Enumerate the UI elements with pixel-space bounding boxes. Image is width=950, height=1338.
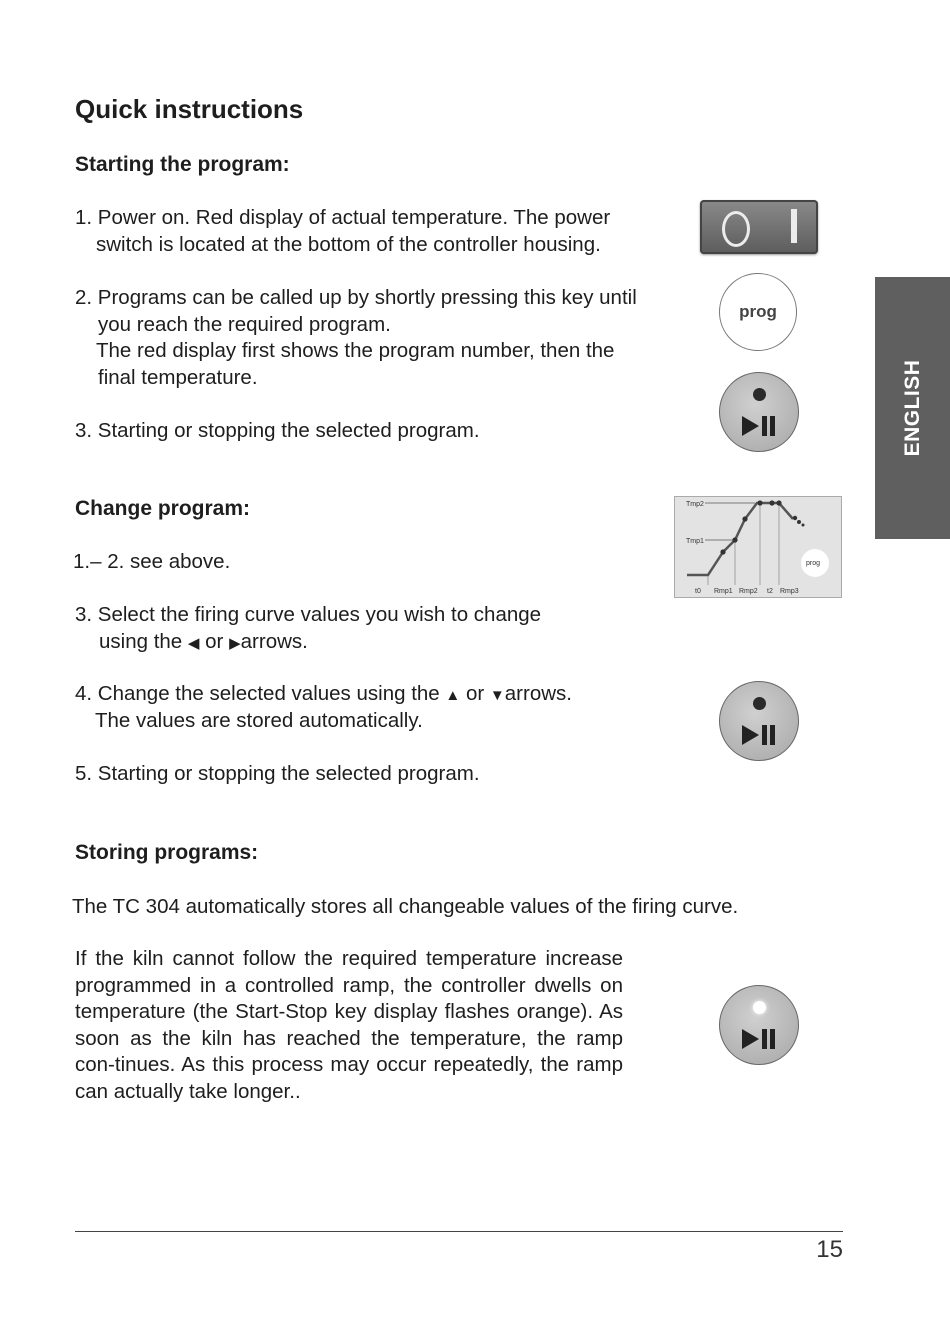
start-step2-line2: you reach the required program.: [98, 313, 391, 336]
led-icon: [753, 697, 766, 710]
pause-bar-icon: [770, 725, 775, 745]
right-arrow-icon: ▶: [229, 635, 241, 652]
change-step4-line1: [75, 681, 572, 710]
change-step3-line2: [99, 629, 308, 658]
change-step3-line1: 3. Select the firing curve values you wish to change: [75, 603, 542, 626]
change-step12: 1.– 2. see above.: [73, 550, 231, 573]
start-stop-button-icon: [719, 372, 799, 452]
curve-label-rmp3: Rmp3: [780, 588, 799, 595]
start-step1-line2: switch is located at the bottom of the controller housing.: [96, 233, 601, 256]
play-icon: [742, 416, 759, 436]
start-step2-line4: final temperature.: [98, 366, 258, 389]
pause-bar-icon: [770, 416, 775, 436]
curve-label-t2: t2: [767, 588, 773, 595]
page-number: 15: [816, 1236, 843, 1263]
store-paragraph: If the kiln cannot follow the required temperature increase programmed in a controlled ramp, the controller dwells on temperature (the Start-Stop key display flashes orange). As soon as the kiln has reached the temperature, the ramp con-tinues. As this process may occur repeatedly, the ramp can actually take longer..: [75, 947, 623, 1103]
prog-button-icon: prog: [719, 273, 797, 351]
pause-bar-icon: [762, 725, 767, 745]
down-arrow-icon: ▼: [489, 687, 505, 704]
play-icon: [742, 1029, 759, 1049]
play-icon: [742, 725, 759, 745]
curve-label-rmp2: Rmp2: [739, 588, 758, 595]
store-line1: The TC 304 automatically stores all changeable values of the firing curve.: [72, 895, 739, 918]
start-step3: 3. Starting or stopping the selected program.: [75, 419, 480, 442]
up-arrow-icon: ▲: [445, 687, 461, 704]
change-step3-arrows: arrows.: [240, 630, 308, 653]
change-step4-text: 4. Change the selected values using the: [75, 682, 440, 705]
start-step2-line3: The red display first shows the program number, then the: [96, 339, 615, 362]
pause-bar-icon: [762, 416, 767, 436]
start-step1-line1: 1. Power on. Red display of actual temperature. The power: [75, 206, 611, 229]
firing-curve-display-icon: [674, 496, 842, 598]
pause-bar-icon: [770, 1029, 775, 1049]
left-arrow-icon: ◀: [187, 635, 200, 652]
language-tab: [875, 277, 950, 539]
pause-bar-icon: [762, 1029, 767, 1049]
led-icon: [753, 388, 766, 401]
power-switch-icon: [700, 200, 818, 254]
curve-label-prog: prog: [806, 560, 821, 567]
led-lit-icon: [753, 1001, 766, 1014]
start-stop-button-flashing-icon: [719, 985, 799, 1065]
off-symbol-icon: [722, 211, 750, 247]
page-title: Quick instructions: [75, 94, 304, 124]
change-step4-arrows: arrows.: [504, 682, 572, 705]
start-stop-button-icon: [719, 681, 799, 761]
change-step3-or: or: [205, 630, 224, 653]
heading-change-program: Change program:: [75, 497, 251, 520]
start-step2-line1: 2. Programs can be called up by shortly pressing this key until: [75, 286, 637, 309]
heading-starting-program: Starting the program:: [75, 153, 290, 176]
language-tab-label: ENGLISH: [900, 359, 924, 457]
curve-label-rmp1: Rmp1: [714, 588, 733, 595]
heading-storing-programs: Storing programs:: [75, 841, 259, 864]
curve-label-tmp2: Tmp2: [686, 501, 704, 508]
change-step4-or: or: [465, 682, 485, 705]
change-step3-using: using the: [99, 630, 183, 653]
footer-divider: [75, 1231, 843, 1232]
curve-label-t0: t0: [695, 588, 701, 595]
change-step5: 5. Starting or stopping the selected program.: [75, 762, 480, 785]
curve-label-tmp1: Tmp1: [686, 538, 704, 545]
change-step4-line2: The values are stored automatically.: [95, 709, 423, 732]
on-symbol-icon: [791, 209, 797, 243]
